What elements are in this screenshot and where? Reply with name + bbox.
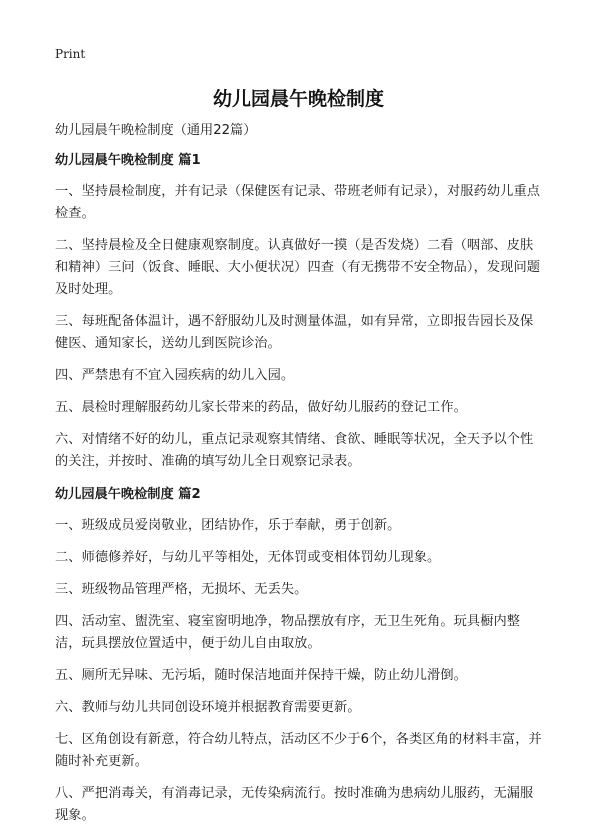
paragraph: 八、严把消毒关，有消毒记录，无传染病流行。按时准确为患病幼儿服药，无漏服现象。 [55,786,534,823]
paragraph: 六、教师与幼儿共同创设环境并根据教育需要更新。 [55,700,361,715]
document-subtitle: 幼儿园晨午晚检制度（通用22篇） [55,123,257,138]
paragraph: 一、坚持晨检制度，并有记录（保健医有记录、带班老师有记录），对服药幼儿重点检查。 [55,184,541,221]
print-link[interactable]: Print [55,47,86,61]
paragraph: 七、区角创设有新意，符合幼儿特点，活动区不少于6个，各类区角的材料丰富，并随时补充更新。 [55,732,542,769]
section-1 [55,151,542,473]
paragraph: 四、活动室、盥洗室、寝室窗明地净，物品摆放有序，无卫生死角。玩具橱内整洁，玩具摆放位置适中，便于幼儿自由取放。 [55,614,521,651]
section-heading: 幼儿园晨午晚检制度 篇2 [55,487,201,502]
paragraph: 五、厕所无异味、无污垢，随时保洁地面并保持干燥，防止幼儿滑倒。 [55,668,467,683]
paragraph: 二、师德修养好，与幼儿平等相处，无体罚或变相体罚幼儿现象。 [55,550,441,565]
paragraph: 四、严禁患有不宜入园疾病的幼儿入园。 [55,368,295,383]
paragraph: 三、班级物品管理严格，无损坏、无丢失。 [55,582,308,597]
section-heading: 幼儿园晨午晚检制度 篇1 [55,153,201,168]
paragraph: 三、每班配备体温计，遇不舒服幼儿及时测量体温，如有异常，立即报告园长及保健医、通知家长，送幼儿到医院诊治。 [55,314,534,351]
paragraph: 六、对情绪不好的幼儿，重点记录观察其情绪、食欲、睡眠等状况，全天予以个性的关注，并按时、准确的填写幼儿全日观察记录表。 [55,432,534,469]
section-2 [55,485,542,827]
paragraph: 二、坚持晨检及全日健康观察制度。认真做好一摸（是否发烧）二看（咽部、皮肤和精神）三问（饭食、睡眠、大小便状况）四查（有无携带不安全物品），发现问题及时处理。 [55,238,541,297]
page-title: 幼儿园晨午晚检制度 [212,88,384,110]
paragraph: 一、班级成员爱岗敬业，团结协作，乐于奉献，勇于创新。 [55,518,401,533]
paragraph: 五、晨检时理解服药幼儿家长带来的药品，做好幼儿服药的登记工作。 [55,400,467,415]
